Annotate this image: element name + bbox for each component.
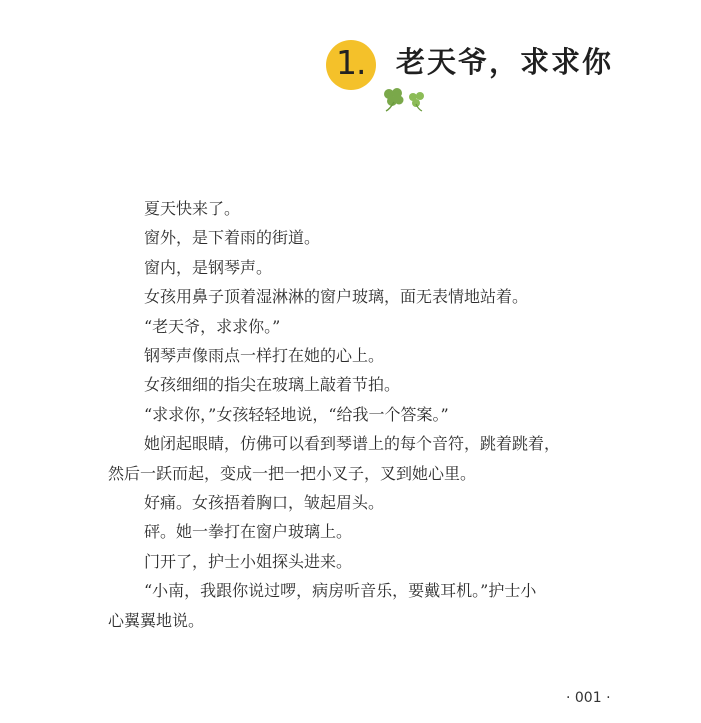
paragraph: 她闭起眼睛，仿佛可以看到琴谱上的每个音符，跳着跳着， xyxy=(144,434,561,454)
paragraph-continuation: 然后一跃而起，变成一把一把小叉子，叉到她心里。 xyxy=(108,463,477,483)
paragraph: 女孩细细的指尖在玻璃上敲着节拍。 xyxy=(144,375,401,395)
page-number: · 001 · xyxy=(566,690,611,706)
paragraph: 砰。她一拳打在窗户玻璃上。 xyxy=(144,522,353,542)
paragraph: 门开了，护士小姐探头进来。 xyxy=(144,551,353,571)
paragraph: 夏天快来了。 xyxy=(144,199,241,218)
chapter-title: 老天爷，求求你 xyxy=(396,45,614,79)
chapter-body xyxy=(108,194,628,635)
paragraph: “求求你，”女孩轻轻地说，“给我一个答案。” xyxy=(144,404,449,424)
clover-icon xyxy=(380,84,432,114)
paragraph: 女孩用鼻子顶着湿淋淋的窗户玻璃，面无表情地站着。 xyxy=(144,287,529,307)
chapter-number: 1. xyxy=(336,43,366,82)
paragraph-continuation: 心翼翼地说。 xyxy=(108,610,205,630)
paragraph: 窗内，是钢琴声。 xyxy=(144,257,273,277)
paragraph: “老天爷，求求你。” xyxy=(144,316,281,336)
paragraph: 好痛。女孩捂着胸口，皱起眉头。 xyxy=(144,493,385,513)
paragraph: “小南，我跟你说过啰，病房听音乐，要戴耳机。”护士小 xyxy=(144,581,537,601)
paragraph: 钢琴声像雨点一样打在她的心上。 xyxy=(144,346,385,366)
paragraph: 窗外，是下着雨的街道。 xyxy=(144,228,321,248)
